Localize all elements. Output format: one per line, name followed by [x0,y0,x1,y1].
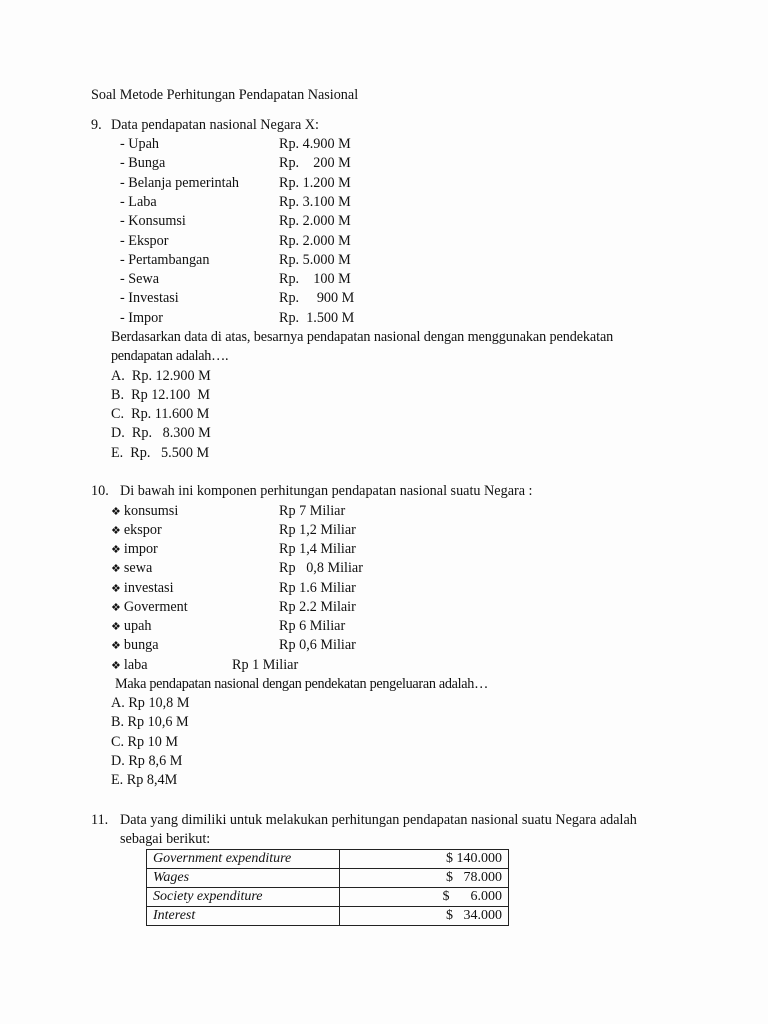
item-label: - Impor [120,310,163,326]
option-d[interactable]: D. Rp 8,6 M [111,753,183,769]
diamond-bullet-icon: ❖ [111,506,121,518]
item-value: Rp 7 Miliar [279,503,346,519]
item-label: - Ekspor [120,233,169,249]
item-label: ekspor [123,522,162,538]
item-label: - Pertambangan [120,252,210,268]
item-label: - Upah [120,136,160,152]
diamond-bullet-icon: ❖ [111,660,121,672]
question-text: Maka pendapatan nasional dengan pendekatan pengeluaran adalah… [115,676,488,692]
item-value: Rp 0,6 Miliar [279,637,356,653]
item-value: Rp. 4.900 M [279,136,351,152]
question-prompt: Data pendapatan nasional Negara X: [111,117,319,133]
item-label: - Belanja pemerintah [120,175,239,191]
diamond-bullet-icon: ❖ [111,602,121,614]
question-number: 9. [91,117,102,133]
data-table [146,849,509,926]
item-value: Rp. 2.000 M [279,213,351,229]
question-number: 11. [91,812,109,828]
table-row [147,907,509,926]
option-c[interactable]: C. Rp 10 M [111,734,179,750]
diamond-bullet-icon: ❖ [111,525,121,537]
option-b[interactable]: B. Rp 12.100 M [111,387,210,403]
option-a[interactable]: A. Rp 10,8 M [111,695,190,711]
item-value: Rp 1.6 Miliar [279,580,356,596]
option-e[interactable]: E. Rp 8,4M [111,772,178,788]
item-label: Goverment [123,599,188,615]
page-title: Soal Metode Perhitungan Pendapatan Nasional [91,87,359,103]
option-c[interactable]: C. Rp. 11.600 M [111,406,210,422]
item-label: - Investasi [120,290,179,306]
option-b[interactable]: B. Rp 10,6 M [111,714,189,730]
row-label: Wages [147,869,340,888]
item-value: Rp 1,2 Miliar [279,522,356,538]
question-text: pendapatan adalah…. [111,348,229,364]
diamond-bullet-icon: ❖ [111,563,121,575]
table-row [147,888,509,907]
row-value: $ 34.000 [340,907,509,926]
item-value: Rp 1 Miliar [232,657,299,673]
option-e[interactable]: E. Rp. 5.500 M [111,445,210,461]
row-value: $ 78.000 [340,869,509,888]
option-a[interactable]: A. Rp. 12.900 M [111,368,211,384]
table-row [147,850,509,869]
item-value: Rp 2.2 Milair [279,599,356,615]
item-value: Rp. 900 M [279,290,355,306]
diamond-bullet-icon: ❖ [111,583,121,595]
item-value: Rp. 100 M [279,271,351,287]
item-label: - Laba [120,194,157,210]
item-label: bunga [123,637,159,653]
item-value: Rp. 1.200 M [279,175,351,191]
option-d[interactable]: D. Rp. 8.300 M [111,425,211,441]
diamond-bullet-icon: ❖ [111,621,121,633]
item-label: laba [123,657,148,673]
question-prompt: Di bawah ini komponen perhitungan pendapatan nasional suatu Negara : [120,483,533,499]
item-label: sewa [123,560,153,576]
row-value: $ 6.000 [340,888,509,907]
item-label: impor [123,541,158,557]
item-value: Rp. 2.000 M [279,233,351,249]
item-label: upah [123,618,152,634]
item-label: konsumsi [123,503,179,519]
question-number: 10. [91,483,109,499]
row-label: Interest [147,907,340,926]
question-text: Berdasarkan data di atas, besarnya pendapatan nasional dengan menggunakan pendekatan [111,329,614,345]
row-label: Society expenditure [147,888,340,907]
item-value: Rp. 3.100 M [279,194,351,210]
item-label: - Konsumsi [120,213,186,229]
item-value: Rp. 200 M [279,155,351,171]
item-value: Rp. 1.500 M [279,310,355,326]
item-label: investasi [123,580,174,596]
item-value: Rp. 5.000 M [279,252,351,268]
diamond-bullet-icon: ❖ [111,640,121,652]
item-value: Rp 6 Miliar [279,618,346,634]
diamond-bullet-icon: ❖ [111,544,121,556]
row-label: Government expenditure [147,850,340,869]
item-label: - Sewa [120,271,160,287]
row-value: $ 140.000 [340,850,509,869]
item-value: Rp 1,4 Miliar [279,541,356,557]
question-prompt: Data yang dimiliki untuk melakukan perhitungan pendapatan nasional suatu Negara adalah [120,812,637,828]
table-row [147,869,509,888]
item-label: - Bunga [120,155,166,171]
item-value: Rp 0,8 Miliar [279,560,363,576]
question-prompt: sebagai berikut: [120,831,211,847]
